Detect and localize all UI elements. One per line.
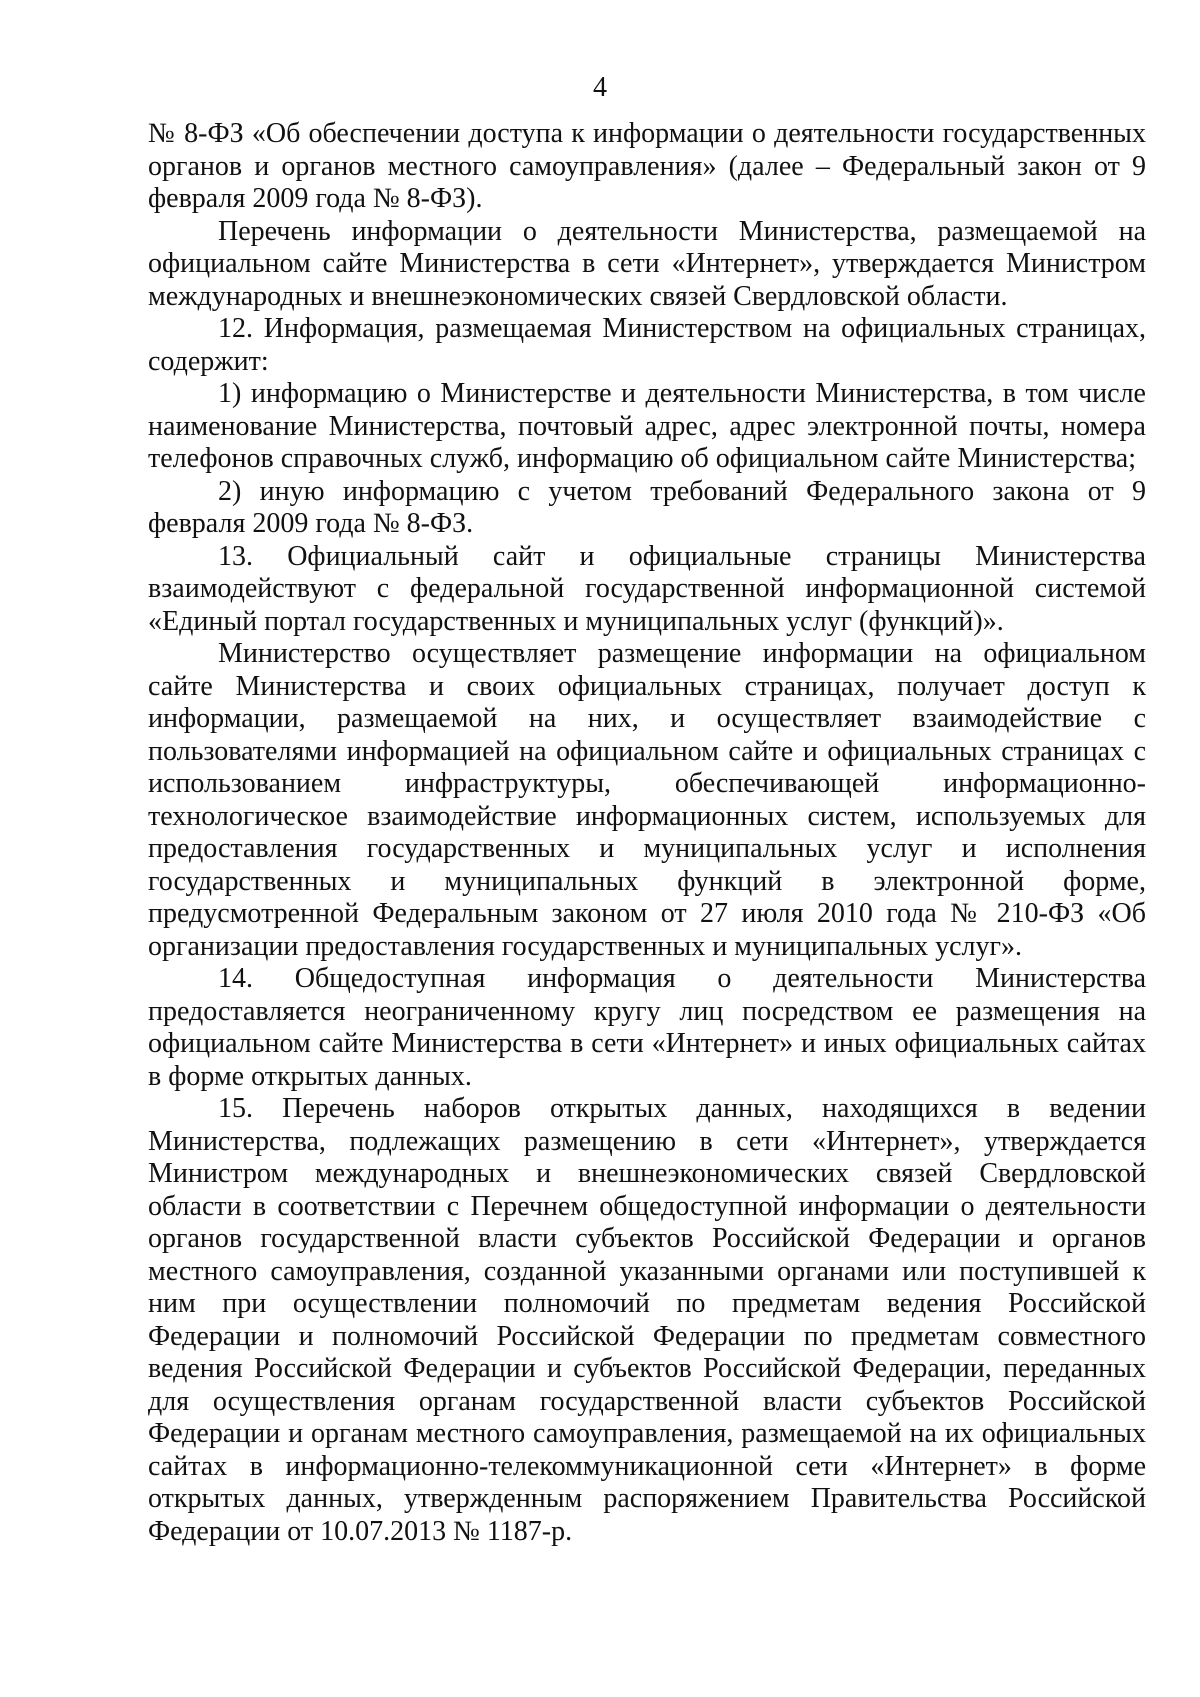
paragraph-12-item-2: 2) иную информацию с учетом требований Федерального закона от 9 февраля 2009 года № 8-ФЗ. <box>148 475 1146 539</box>
paragraph-12: 12. Информация, размещаемая Министерством на официальных страницах, содержит: <box>148 313 1146 377</box>
document-body <box>148 118 1146 1548</box>
paragraph-information-list: Перечень информации о деятельности Министерства, размещаемой на официальном сайте Министерства в сети «Интернет», утверждается Министром международных и внешнеэкономических связей Свердловской области. <box>148 215 1146 312</box>
paragraph-12-item-1: 1) информацию о Министерстве и деятельности Министерства, в том числе наименование Министерства, почтовый адрес, адрес электронной почты, номера телефонов справочных служб, информацию об официальном сайте Министерства; <box>148 378 1146 474</box>
paragraph-15: 15. Перечень наборов открытых данных, находящихся в ведении Министерства, подлежащих размещению в сети «Интернет», утверждается Министром международных и внешнеэкономических связей Свердловской области в соответствии с Перечнем общедоступной информации о деятельности органов государственной власти субъектов Российской Федерации и органов местного самоуправления, созданной указанными органами или поступившей к ним при осуществлении полномочий по предметам ведения Российской Федерации и полномочий Российской Федерации по предметам совместного ведения Российской Федерации и субъектов Российской Федерации, переданных для осуществления органам государственной власти субъектов Российской Федерации и органам местного самоуправления, размещаемой на их официальных сайтах в информационно-телекоммуникационной сети «Интернет» в форме открытых данных, утвержденным распоряжением Правительства Российской Федерации от 10.07.2013 № 1187-р. <box>148 1093 1146 1547</box>
paragraph-law-reference-continuation: № 8-ФЗ «Об обеспечении доступа к информации о деятельности государственных органов и органов местного самоуправления» (далее – Федеральный закон от 9 февраля 2009 года № 8-ФЗ). <box>148 118 1146 214</box>
paragraph-14: 14. Общедоступная информация о деятельности Министерства предоставляется неограниченному кругу лиц посредством ее размещения на официальном сайте Министерства в сети «Интернет» и иных официальных сайтах в форме открытых данных. <box>148 963 1146 1092</box>
paragraph-13: 13. Официальный сайт и официальные страницы Министерства взаимодействуют с федеральной государственной информационной системой «Единый портал государственных и муниципальных услуг (функций)». <box>148 540 1146 637</box>
page-number: 4 <box>593 72 607 103</box>
paragraph-13-continuation: Министерство осуществляет размещение информации на официальном сайте Министерства и своих официальных страницах, получает доступ к информации, размещаемой на них, и осуществляет взаимодействие с пользователями информацией на официальном сайте и официальных страницах с использованием инфраструктуры, обеспечивающей информационно-технологическое взаимодействие информационных систем, используемых для предоставления государственных и муниципальных услуг и исполнения государственных и муниципальных функций в электронной форме, предусмотренной Федеральным законом от 27 июля 2010 года № 210-ФЗ «Об организации предоставления государственных и муниципальных услуг». <box>148 638 1146 962</box>
